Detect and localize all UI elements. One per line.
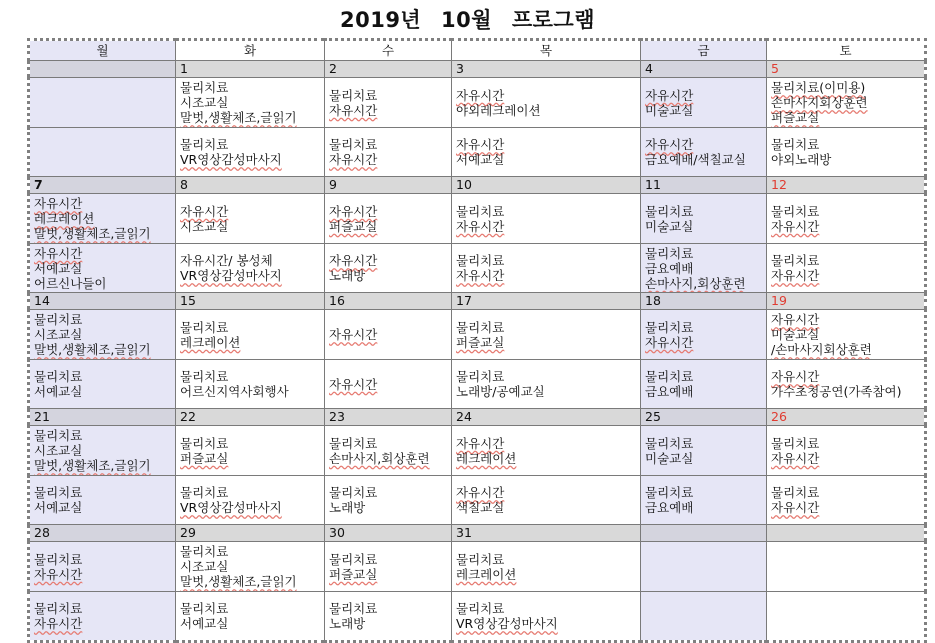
activity-line: 시조교실: [180, 559, 229, 574]
morning-row: [29, 78, 926, 128]
activity-line: 시조교실: [34, 443, 83, 458]
schedule-cell: [452, 310, 641, 360]
date-cell: 7: [29, 177, 176, 194]
activity-line: 물리치료: [645, 369, 694, 384]
activity-line: 노래방: [329, 616, 366, 631]
schedule-cell: [452, 78, 641, 128]
date-cell: 11: [641, 177, 767, 194]
schedule-cell: [29, 78, 176, 128]
activity-line: 자유시간: [329, 376, 378, 392]
activity-line: 야외레크레이션: [456, 102, 541, 118]
activity-line: 물리치료: [645, 203, 694, 219]
weekday-mon: 월: [29, 40, 176, 61]
calendar-body: [29, 61, 926, 642]
schedule-cell: [641, 426, 767, 476]
activity-line: VR영상감성마사지: [180, 268, 282, 283]
activity-line: 서예교실: [34, 384, 83, 399]
activity-line: 물리치료: [329, 601, 378, 616]
activity-line: 노래방: [329, 268, 366, 283]
activity-line: 시조교실: [180, 95, 229, 110]
schedule-cell: [29, 128, 176, 177]
activity-line: 노래방/공예교실: [456, 384, 545, 399]
activity-line: 어르신지역사회행사: [180, 384, 289, 399]
activity-line: 물리치료: [34, 428, 83, 443]
activity-line: 자유시간: [771, 500, 820, 515]
page-title: [0, 4, 935, 34]
activity-line: 금요예배: [645, 384, 694, 399]
schedule-cell: [29, 592, 176, 642]
activity-line: 물리치료: [180, 137, 229, 152]
weekday-tue: 화: [176, 40, 325, 61]
schedule-cell: [452, 542, 641, 592]
schedule-cell: [767, 78, 926, 128]
date-cell: 14: [29, 293, 176, 310]
activity-line: 말벗,생활체조,글읽기: [180, 110, 297, 125]
date-cell: [767, 525, 926, 542]
afternoon-row: [29, 592, 926, 642]
date-cell: 15: [176, 293, 325, 310]
activity-line: 물리치료: [771, 435, 820, 451]
activity-line: 자유시간: [771, 312, 820, 327]
date-cell: 22: [176, 409, 325, 426]
activity-line: 물리치료: [180, 369, 229, 384]
schedule-cell: [325, 592, 452, 642]
schedule-cell: [176, 542, 325, 592]
date-row: [29, 409, 926, 426]
activity-line: 자유시간: [771, 369, 820, 384]
activity-line: 자유시간: [771, 218, 820, 234]
morning-row: [29, 310, 926, 360]
schedule-cell: [325, 360, 452, 409]
schedule-cell: [29, 244, 176, 293]
activity-line: 퍼즐교실: [771, 110, 820, 125]
activity-line: 자유시간: [645, 334, 694, 350]
activity-line: 물리치료: [645, 435, 694, 451]
activity-line: 어르신나들이: [34, 275, 107, 291]
activity-line: 물리치료: [771, 253, 820, 268]
schedule-cell: [767, 592, 926, 642]
activity-line: 말벗,생활체조,글읽기: [180, 574, 297, 589]
schedule-cell: [452, 128, 641, 177]
activity-line: /손마사지회상훈련: [771, 342, 872, 357]
date-cell: 16: [325, 293, 452, 310]
activity-line: 물리치료: [180, 544, 229, 559]
date-cell: 8: [176, 177, 325, 194]
activity-line: 물리치료: [771, 137, 820, 152]
program-calendar: [27, 38, 927, 643]
activity-line: 노래방: [329, 500, 366, 515]
schedule-cell: [767, 360, 926, 409]
date-cell: 5: [767, 61, 926, 78]
activity-line: 물리치료: [645, 319, 694, 335]
schedule-cell: [641, 194, 767, 244]
activity-line: VR영상감성마사지: [180, 500, 282, 515]
date-cell: 1: [176, 61, 325, 78]
afternoon-row: [29, 128, 926, 177]
schedule-cell: [641, 542, 767, 592]
date-row: [29, 177, 926, 194]
schedule-cell: [767, 476, 926, 525]
schedule-cell: [452, 244, 641, 293]
activity-line: 자유시간: [456, 137, 505, 152]
activity-line: 자유시간: [34, 566, 83, 582]
schedule-cell: [176, 194, 325, 244]
activity-line: 물리치료: [456, 319, 505, 335]
activity-line: 물리치료: [456, 369, 505, 384]
date-cell: 3: [452, 61, 641, 78]
schedule-cell: [641, 78, 767, 128]
activity-line: 퍼즐교실: [329, 566, 378, 582]
schedule-cell: [767, 542, 926, 592]
schedule-cell: [767, 128, 926, 177]
activity-line: 미술교실: [645, 102, 694, 118]
activity-line: 물리치료: [329, 435, 378, 451]
activity-line: 손마사지,회상훈련: [329, 450, 430, 466]
schedule-cell: [176, 476, 325, 525]
activity-line: 자유시간: [329, 327, 378, 342]
schedule-cell: [29, 310, 176, 360]
activity-line: 물리치료: [180, 435, 229, 451]
activity-line: 물리치료: [34, 369, 83, 384]
date-cell: 31: [452, 525, 641, 542]
activity-line: 퍼즐교실: [329, 218, 378, 234]
activity-line: 자유시간: [456, 435, 505, 451]
activity-line: 물리치료: [180, 319, 229, 335]
weekday-header-row: [29, 40, 926, 61]
schedule-cell: [325, 78, 452, 128]
weekday-thu: 목: [452, 40, 641, 61]
title-year: 2019년: [339, 8, 422, 32]
schedule-cell: [29, 476, 176, 525]
schedule-cell: [325, 194, 452, 244]
activity-line: 자유시간: [329, 253, 378, 268]
schedule-cell: [29, 360, 176, 409]
schedule-cell: [176, 426, 325, 476]
date-cell: 24: [452, 409, 641, 426]
activity-line: VR영상감성마사지: [456, 616, 558, 631]
activity-line: 물리치료: [180, 485, 229, 500]
date-cell: 18: [641, 293, 767, 310]
activity-line: 자유시간: [771, 268, 820, 283]
date-cell: 26: [767, 409, 926, 426]
activity-line: 자유시간: [456, 485, 505, 500]
activity-line: 미술교실: [645, 450, 694, 466]
activity-line: 가수초청공연(가족참여): [771, 384, 902, 399]
activity-line: 금요예배: [645, 260, 694, 276]
schedule-cell: [452, 476, 641, 525]
activity-line: 물리치료: [329, 137, 378, 152]
weekday-sat: 토: [767, 40, 926, 61]
schedule-cell: [176, 128, 325, 177]
schedule-cell: [767, 310, 926, 360]
date-cell: [641, 525, 767, 542]
schedule-cell: [641, 360, 767, 409]
date-row: [29, 293, 926, 310]
date-row: [29, 525, 926, 542]
activity-line: 자유시간: [456, 87, 505, 103]
activity-line: 물리치료(이미용): [771, 80, 866, 95]
morning-row: [29, 542, 926, 592]
weekday-wed: 수: [325, 40, 452, 61]
date-cell: 29: [176, 525, 325, 542]
schedule-cell: [29, 542, 176, 592]
date-cell: 17: [452, 293, 641, 310]
activity-line: 물리치료: [34, 601, 83, 616]
activity-line: 자유시간: [329, 152, 378, 167]
schedule-cell: [176, 360, 325, 409]
schedule-cell: [452, 426, 641, 476]
activity-line: 시조교실: [180, 218, 229, 234]
activity-line: 손마사지,회상훈련: [645, 275, 746, 291]
activity-line: 자유시간: [180, 203, 229, 219]
activity-line: 자유시간: [329, 102, 378, 118]
activity-line: 야외노래방: [771, 152, 832, 167]
schedule-cell: [29, 426, 176, 476]
date-cell: 25: [641, 409, 767, 426]
activity-line: 금요예배/색칠교실: [645, 152, 746, 167]
activity-line: 물리치료: [329, 485, 378, 500]
afternoon-row: [29, 244, 926, 293]
date-cell: 19: [767, 293, 926, 310]
schedule-cell: [641, 244, 767, 293]
schedule-cell: [325, 244, 452, 293]
date-cell: 10: [452, 177, 641, 194]
date-cell: 30: [325, 525, 452, 542]
activity-line: 물리치료: [645, 485, 694, 500]
activity-line: 물리치료: [180, 80, 229, 95]
activity-line: 물리치료: [771, 485, 820, 500]
schedule-cell: [176, 244, 325, 293]
date-row: [29, 61, 926, 78]
activity-line: 손마사지회상훈련: [771, 95, 868, 110]
schedule-cell: [325, 310, 452, 360]
schedule-cell: [767, 244, 926, 293]
activity-line: VR영상감성마사지: [180, 152, 282, 167]
activity-line: 서예교실: [180, 616, 229, 631]
activity-line: 물리치료: [34, 551, 83, 567]
schedule-cell: [325, 128, 452, 177]
activity-line: 물리치료: [456, 601, 505, 616]
activity-line: 말벗,생활체조,글읽기: [34, 226, 151, 241]
weekday-fri: 금: [641, 40, 767, 61]
activity-line: 물리치료: [329, 551, 378, 567]
activity-line: 시조교실: [34, 327, 83, 342]
schedule-cell: [325, 426, 452, 476]
activity-line: 물리치료: [180, 601, 229, 616]
activity-line: 물리치료: [771, 203, 820, 219]
activity-line: 미술교실: [771, 327, 820, 342]
morning-row: [29, 426, 926, 476]
activity-line: 물리치료: [34, 312, 83, 327]
activity-line: 레크레이션: [34, 211, 95, 226]
schedule-cell: [176, 592, 325, 642]
activity-line: 자유시간/ 봉성체: [180, 253, 273, 268]
afternoon-row: [29, 360, 926, 409]
activity-line: 색칠교실: [456, 500, 505, 515]
activity-line: 레크레이션: [456, 450, 517, 466]
schedule-cell: [452, 194, 641, 244]
date-cell: [29, 61, 176, 78]
schedule-cell: [641, 310, 767, 360]
activity-line: 자유시간: [34, 196, 83, 211]
title-word: 프로그램: [511, 8, 596, 32]
schedule-cell: [641, 128, 767, 177]
activity-line: 자유시간: [456, 268, 505, 283]
activity-line: 자유시간: [645, 137, 694, 152]
schedule-cell: [325, 542, 452, 592]
date-cell: 23: [325, 409, 452, 426]
activity-line: 자유시간: [329, 203, 378, 219]
activity-line: 레크레이션: [456, 566, 517, 582]
activity-line: 물리치료: [456, 253, 505, 268]
morning-row: [29, 194, 926, 244]
date-cell: 2: [325, 61, 452, 78]
date-cell: 9: [325, 177, 452, 194]
activity-line: 서예교실: [34, 500, 83, 515]
schedule-cell: [29, 194, 176, 244]
activity-line: 자유시간: [456, 218, 505, 234]
activity-line: 자유시간: [771, 450, 820, 466]
activity-line: 자유시간: [34, 245, 83, 261]
activity-line: 말벗,생활체조,글읽기: [34, 342, 151, 357]
schedule-cell: [452, 360, 641, 409]
schedule-cell: [176, 310, 325, 360]
activity-line: 퍼즐교실: [456, 334, 505, 350]
date-cell: 12: [767, 177, 926, 194]
title-month: 10월: [441, 8, 493, 32]
afternoon-row: [29, 476, 926, 525]
activity-line: 자유시간: [34, 616, 83, 631]
activity-line: 퍼즐교실: [180, 450, 229, 466]
activity-line: 물리치료: [456, 203, 505, 219]
activity-line: 서예교실: [34, 260, 83, 276]
schedule-cell: [767, 426, 926, 476]
activity-line: 자유시간: [645, 87, 694, 103]
activity-line: 물리치료: [456, 551, 505, 567]
schedule-cell: [767, 194, 926, 244]
date-cell: 28: [29, 525, 176, 542]
activity-line: 물리치료: [329, 87, 378, 103]
activity-line: 레크레이션: [180, 334, 241, 350]
activity-line: 서예교실: [456, 152, 505, 167]
schedule-cell: [452, 592, 641, 642]
activity-line: 물리치료: [34, 485, 83, 500]
date-cell: 4: [641, 61, 767, 78]
activity-line: 금요예배: [645, 500, 694, 515]
activity-line: 미술교실: [645, 218, 694, 234]
schedule-cell: [176, 78, 325, 128]
date-cell: 21: [29, 409, 176, 426]
schedule-cell: [641, 592, 767, 642]
schedule-cell: [325, 476, 452, 525]
activity-line: 물리치료: [645, 245, 694, 261]
schedule-cell: [641, 476, 767, 525]
activity-line: 말벗,생활체조,글읽기: [34, 458, 151, 473]
